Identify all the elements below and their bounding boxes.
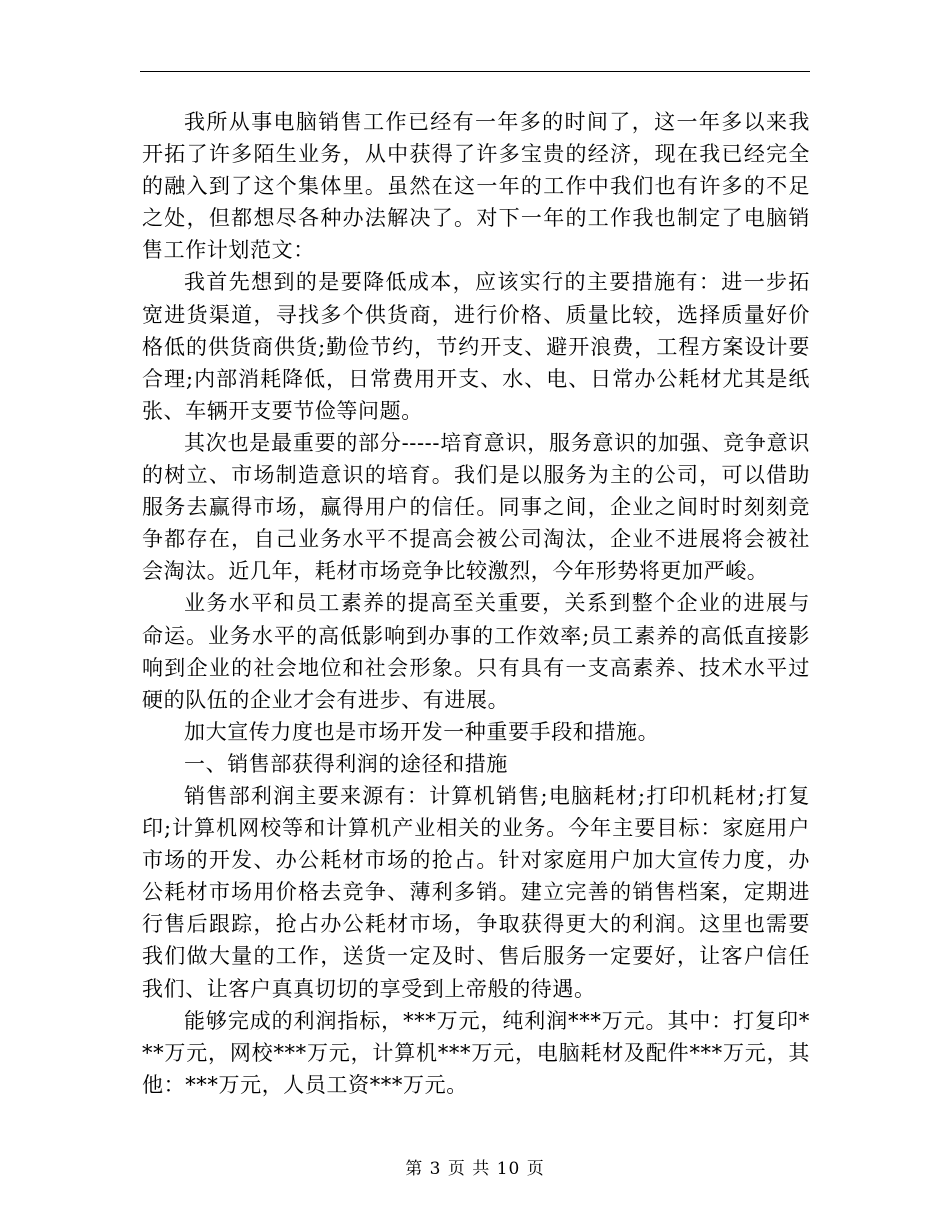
page-footer	[0, 1154, 950, 1179]
footer-suffix: 页	[526, 1159, 545, 1179]
paragraph: 业务水平和员工素养的提高至关重要，关系到整个企业的进展与命运。业务水平的高低影响到办事的工作效率;员工素养的高低直接影响到企业的社会地位和社会形象。只有具有一支高素养、技术水平过硬的队伍的企业才会有进步、有进展。	[142, 591, 810, 712]
footer-prefix: 第	[405, 1159, 424, 1179]
paragraph: 我所从事电脑销售工作已经有一年多的时间了，这一年多以来我开拓了许多陌生业务，从中获得了许多宝贵的经济，现在我已经完全的融入到了这个集体里。虽然在这一年的工作中我们也有许多的不足之处，但都想尽各种办法解决了。对下一年的工作我也制定了电脑销售工作计划范文：	[142, 110, 810, 263]
header-rule	[140, 71, 810, 72]
paragraph: 其次也是最重要的部分-----培育意识，服务意识的加强、竞争意识的树立、市场制造意识的培育。我们是以服务为主的公司，可以借助服务去赢得市场，赢得用户的信任。同事之间，企业之间时时刻刻竞争都存在，自己业务水平不提高会被公司淘汰，企业不进展将会被社会淘汰。近几年，耗材市场竞争比较激烈，今年形势将更加严峻。	[142, 430, 810, 584]
paragraph: 加大宣传力度也是市场开发一种重要手段和措施。	[184, 719, 660, 744]
footer-total-pages: 10	[496, 1159, 521, 1179]
footer-middle: 页 共	[447, 1159, 491, 1179]
footer-page-number: 3	[429, 1159, 442, 1179]
paragraph: 销售部利润主要来源有：计算机销售;电脑耗材;打印机耗材;打复印;计算机网校等和计算机产业相关的业务。今年主要目标：家庭用户市场的开发、办公耗材市场的抢占。针对家庭用户加大宣传力度，办公耗材市场用价格去竞争、薄利多销。建立完善的销售档案，定期进行售后跟踪，抢占办公耗材市场，争取获得更大的利润。这里也需要我们做大量的工作，送货一定及时、售后服务一定要好，让客户信任我们、让客户真真切切的享受到上帝般的待遇。	[142, 783, 810, 1001]
paragraph: 我首先想到的是要降低成本，应该实行的主要措施有：进一步拓宽进货渠道，寻找多个供货商，进行价格、质量比较，选择质量好价格低的供货商供货;勤俭节约，节约开支、避开浪费，工程方案设计要合理;内部消耗降低，日常费用开支、水、电、日常办公耗材尤其是纸张、车辆开支要节俭等问题。	[142, 270, 810, 423]
paragraph: 能够完成的利润指标，***万元，纯利润***万元。其中：打复印***万元，网校***万元，计算机***万元，电脑耗材及配件***万元，其他：***万元，人员工资***万元。	[142, 1008, 810, 1097]
section-heading: 一、销售部获得利润的途径和措施	[184, 751, 508, 776]
document-body	[142, 106, 810, 1101]
